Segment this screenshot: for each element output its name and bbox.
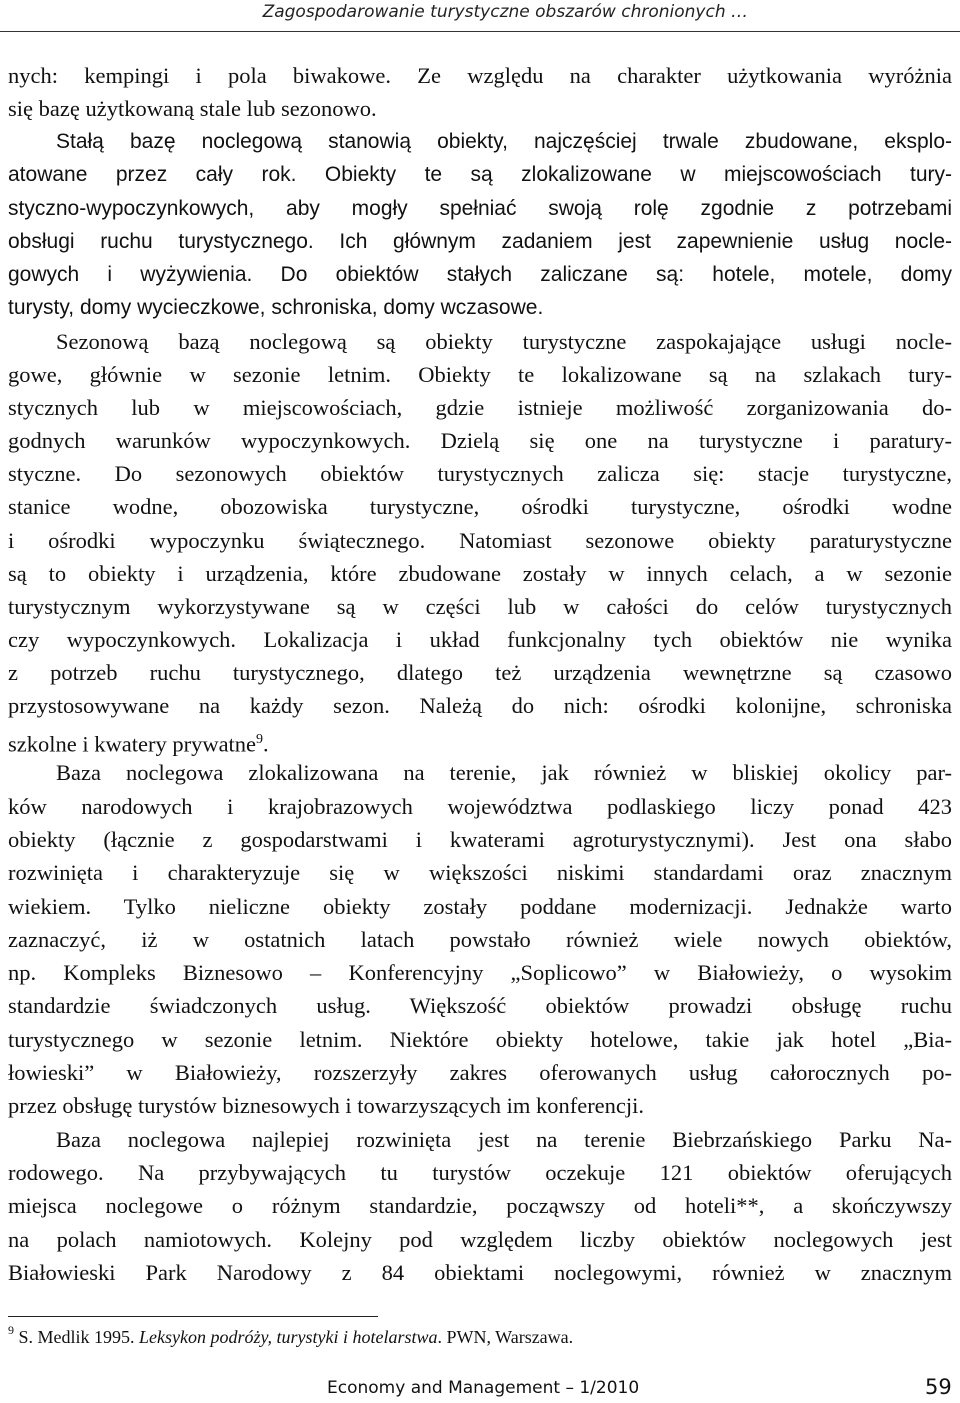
body-line: [8, 959, 952, 987]
body-line: [8, 261, 952, 289]
body-line: [8, 460, 952, 488]
body-line-text: szkolne i kwatery prywatne: [8, 731, 257, 757]
body-line: [56, 328, 952, 356]
body-line-text: styczno-wypoczynkowych, aby mogły spełniać swoją rolę zgodnie z potrzebami: [8, 197, 952, 220]
body-line-text: z potrzeb ruchu turystycznego, dlatego też urządzenia wewnętrzne są czasowo: [8, 660, 952, 685]
body-line-text: Baza noclegowa najlepiej rozwinięta jest na terenie Biebrzańskiego Parku Na-: [56, 1127, 952, 1152]
body-line-text: Sezonową bazą noclegową są obiekty turystyczne zaspokajające usługi nocle-: [56, 329, 952, 354]
body-line: [56, 128, 952, 156]
body-line-text: ków narodowych i krajobrazowych województwa podlaskiego liczy ponad 423: [8, 794, 952, 819]
body-line: [8, 62, 952, 90]
body-line-text: obiekty (łącznie z gospodarstwami i kwaterami agroturystycznymi). Jest ona słabo: [8, 827, 952, 852]
body-line: [8, 1159, 952, 1187]
body-line-text: przez obsługę turystów biznesowych i towarzyszących im konferencji.: [8, 1093, 645, 1118]
body-line-text: rozwinięta i charakteryzuje się w większości niskimi standardami oraz znacznym: [8, 860, 952, 885]
body-line: [8, 161, 952, 189]
body-line-text: np. Kompleks Biznesowo – Konferencyjny „Soplicowo” w Białowieży, o wysokim: [8, 960, 952, 985]
body-line-text: wiekiem. Tylko nieliczne obiekty zostały poddane modernizacji. Jednakże warto: [8, 894, 952, 919]
body-line: [8, 826, 952, 854]
body-line-text: gowe, głównie w sezonie letnim. Obiekty te lokalizowane są na szlakach tury-: [8, 362, 952, 387]
footnote-text-after: . PWN, Warszawa.: [437, 1327, 574, 1347]
body-line-text: miejsca noclegowe o różnym standardzie, począwszy od hoteli**, a skończywszy: [8, 1193, 952, 1218]
body-line: [8, 527, 952, 555]
body-line: [56, 759, 952, 787]
body-line: [8, 394, 952, 422]
footnote: [8, 1325, 573, 1348]
body-line: [8, 926, 952, 954]
body-line-text: turysty, domy wycieczkowe, schroniska, domy wczasowe.: [8, 296, 544, 319]
body-line-text: przystosowywane na każdy sezon. Należą do nich: ośrodki kolonijne, schroniska: [8, 693, 952, 718]
footnote-marker: 9: [8, 1323, 14, 1337]
body-line: [8, 361, 952, 389]
body-line: [8, 726, 269, 759]
body-line: [8, 626, 952, 654]
body-line-text: Baza noclegowa zlokalizowana na terenie, jak również w bliskiej okolicy par-: [56, 760, 952, 785]
body-line-text: łowieski” w Białowieży, rozszerzyły zakres oferowanych usług całorocznych po-: [8, 1060, 952, 1085]
body-line: [8, 1092, 644, 1120]
body-line: [8, 1226, 952, 1254]
body-line: [8, 95, 377, 123]
body-line-text: nych: kempingi i pola biwakowe. Ze względu na charakter użytkowania wyróżnia: [8, 63, 952, 88]
body-line-text: Stałą bazę noclegową stanowią obiekty, najczęściej trwale zbudowane, eksplo-: [56, 130, 952, 153]
running-header: [0, 0, 960, 36]
body-line-trailing: .: [263, 731, 269, 757]
footnote-book-title: Leksykon podróży, turystyki i hotelarstwa: [139, 1327, 438, 1347]
body-line: [8, 593, 952, 621]
body-line-text: i ośrodki wypoczynku świątecznego. Natomiast sezonowe obiekty paraturystyczne: [8, 528, 952, 553]
body-line: [8, 1059, 952, 1087]
body-line-text: standardzie świadczonych usług. Większość obiektów prowadzi obsługę ruchu: [8, 993, 952, 1018]
page-number: 59: [925, 1375, 952, 1399]
body-line: [8, 493, 952, 521]
body-line: [56, 1126, 952, 1154]
body-line: [8, 859, 952, 887]
body-line: [8, 793, 952, 821]
header-divider: [0, 31, 960, 32]
body-line: [8, 1192, 952, 1220]
body-line: [8, 294, 543, 322]
body-line-text: stanice wodne, obozowiska turystyczne, ośrodki turystyczne, ośrodki wodne: [8, 494, 952, 519]
body-line: [8, 692, 952, 720]
body-line: [8, 560, 952, 588]
journal-footer: Economy and Management – 1/2010: [327, 1378, 640, 1398]
body-line-text: styczne. Do sezonowych obiektów turystycznych zalicza się: stacje turystyczne,: [8, 461, 952, 486]
body-line-text: są to obiekty i urządzenia, które zbudowane zostały w innych celach, a w sezonie: [8, 561, 952, 586]
footnote-text-before: S. Medlik 1995.: [18, 1327, 140, 1347]
body-line: [8, 228, 952, 256]
body-line-text: na polach namiotowych. Kolejny pod względem liczby obiektów noclegowych jest: [8, 1227, 952, 1252]
body-line: [8, 659, 952, 687]
body-line: [8, 992, 952, 1020]
body-line-text: obsługi ruchu turystycznego. Ich głównym zadaniem jest zapewnienie usług nocle-: [8, 230, 952, 253]
body-line-text: Białowieski Park Narodowy z 84 obiektami noclegowymi, również w znacznym: [8, 1260, 952, 1285]
body-line-text: gowych i wyżywienia. Do obiektów stałych zaliczane są: hotele, motele, domy: [8, 263, 952, 286]
body-line-text: turystycznym wykorzystywane są w części lub w całości do celów turystycznych: [8, 594, 952, 619]
body-line: [8, 1026, 952, 1054]
body-line-text: czy wypoczynkowych. Lokalizacja i układ funkcjonalny tych obiektów nie wynika: [8, 627, 952, 652]
running-header-title: Zagospodarowanie turystyczne obszarów chronionych …: [262, 2, 748, 22]
body-line-text: atowane przez cały rok. Obiekty te są zlokalizowane w miejscowościach tury-: [8, 163, 952, 186]
footnote-reference: 9: [256, 732, 264, 747]
body-line-text: godnych warunków wypoczynkowych. Dzielą się one na turystyczne i paratury-: [8, 428, 952, 453]
body-line-text: rodowego. Na przybywających tu turystów oczekuje 121 obiektów oferujących: [8, 1160, 952, 1185]
body-line: [8, 1259, 952, 1287]
body-line: [8, 195, 952, 223]
body-line: [8, 427, 952, 455]
body-line-text: zaznaczyć, iż w ostatnich latach powstało również wiele nowych obiektów,: [8, 927, 952, 952]
footnote-divider: [8, 1316, 378, 1317]
body-line-text: turystycznego w sezonie letnim. Niektóre obiekty hotelowe, takie jak hotel „Bia-: [8, 1027, 952, 1052]
body-line-text: stycznych lub w miejscowościach, gdzie istnieje możliwość zorganizowania do-: [8, 395, 952, 420]
body-line: [8, 893, 952, 921]
body-line-text: się bazę użytkowaną stale lub sezonowo.: [8, 96, 377, 121]
